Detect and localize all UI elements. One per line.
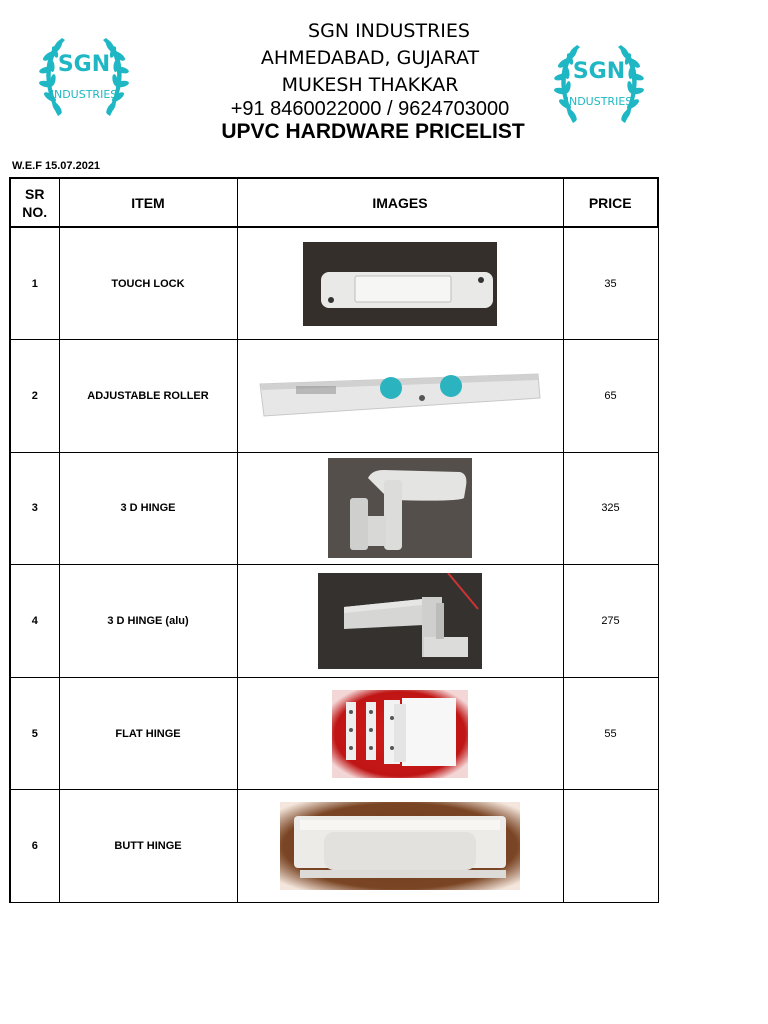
table-row <box>10 452 658 565</box>
butt-hinge-photo <box>280 802 520 890</box>
table-row <box>10 677 658 790</box>
col-header-item: ITEM <box>59 178 237 227</box>
row-price: 35 <box>563 227 658 340</box>
price-table <box>9 177 659 903</box>
company-name: SGN INDUSTRIES <box>308 20 470 42</box>
adjustable-roller-photo <box>256 368 544 424</box>
row-image <box>237 565 563 678</box>
col-header-sr: SR NO. <box>10 178 59 227</box>
row-sr: 6 <box>10 790 59 903</box>
3d-hinge-alu-photo <box>318 573 482 669</box>
table-row <box>10 227 658 340</box>
logo-name: SGN <box>57 52 111 77</box>
row-price: 325 <box>563 452 658 565</box>
flat-hinge-photo <box>332 690 468 778</box>
row-price: 275 <box>563 565 658 678</box>
row-image <box>237 452 563 565</box>
effective-date: W.E.F 15.07.2021 <box>12 160 101 172</box>
row-item: 3 D HINGE (alu) <box>59 565 237 678</box>
touch-lock-photo <box>303 242 497 326</box>
row-item: TOUCH LOCK <box>59 227 237 340</box>
logo-sub: INDUSTRIES <box>565 95 633 108</box>
row-item: FLAT HINGE <box>59 677 237 790</box>
row-item: 3 D HINGE <box>59 452 237 565</box>
contact-person: MUKESH THAKKAR <box>281 74 459 96</box>
row-sr: 2 <box>10 340 59 453</box>
col-header-price: PRICE <box>563 178 658 227</box>
logo-name: SGN <box>572 59 626 84</box>
row-item: BUTT HINGE <box>59 790 237 903</box>
table-header-row <box>10 178 658 227</box>
row-sr: 4 <box>10 565 59 678</box>
table-row <box>10 565 658 678</box>
document-title: UPVC HARDWARE PRICELIST <box>221 120 525 143</box>
table-row <box>10 790 658 903</box>
row-image <box>237 677 563 790</box>
table-row <box>10 340 658 453</box>
col-header-images: IMAGES <box>237 178 563 227</box>
row-sr: 3 <box>10 452 59 565</box>
row-price <box>563 790 658 903</box>
row-price: 65 <box>563 340 658 453</box>
row-price: 55 <box>563 677 658 790</box>
row-sr: 1 <box>10 227 59 340</box>
3d-hinge-photo <box>328 458 472 558</box>
row-image <box>237 227 563 340</box>
row-image <box>237 340 563 453</box>
logo-sub: INDUSTRIES <box>50 88 118 101</box>
company-city: AHMEDABAD, GUJARAT <box>260 47 480 69</box>
row-image <box>237 790 563 903</box>
contact-phones: +91 8460022000 / 9624703000 <box>230 98 510 120</box>
row-sr: 5 <box>10 677 59 790</box>
row-item: ADJUSTABLE ROLLER <box>59 340 237 453</box>
